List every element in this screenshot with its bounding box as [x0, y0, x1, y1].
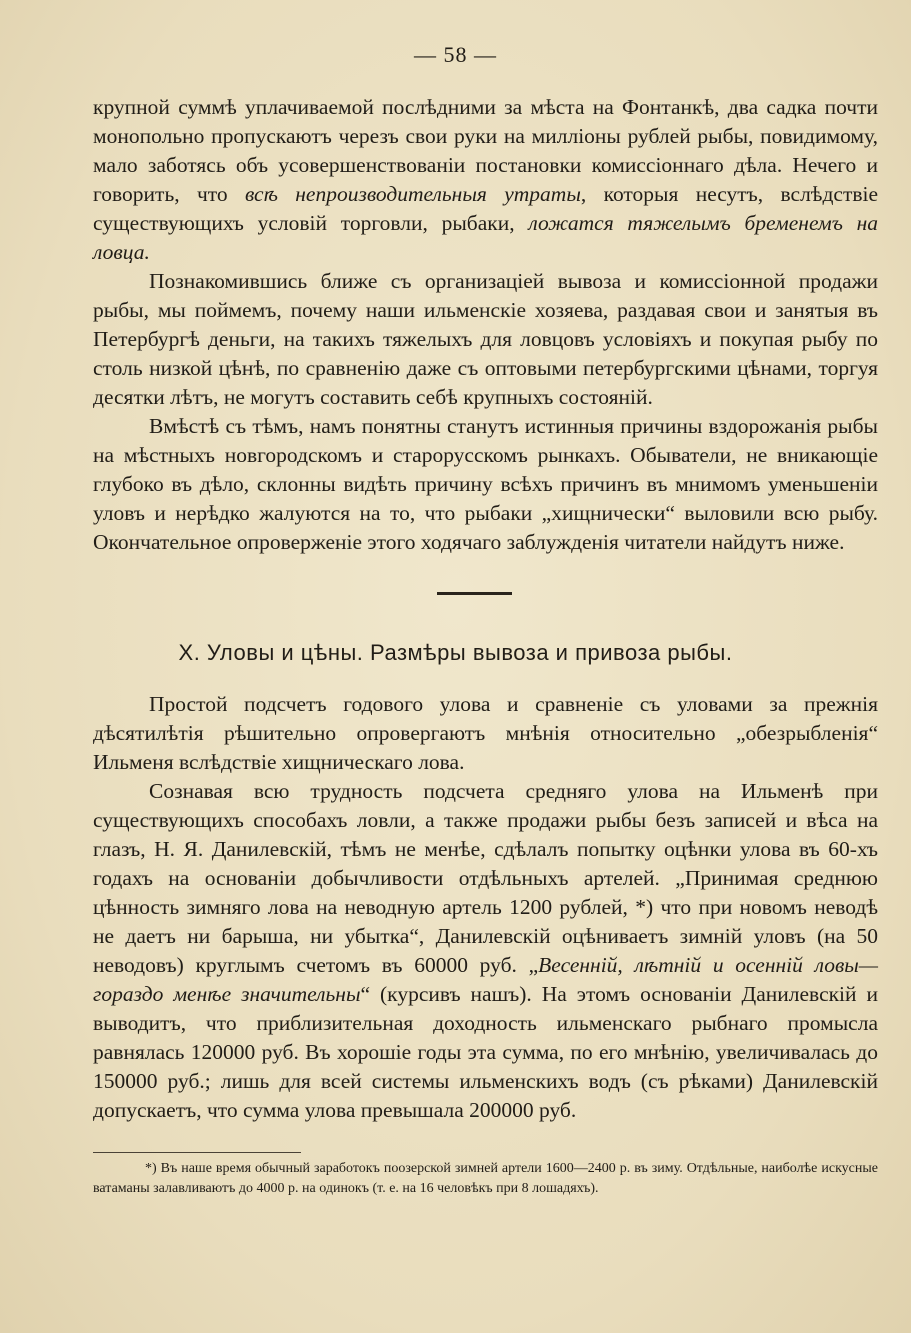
paragraph-1-text: крупной суммѣ уплачиваемой послѣдними за мѣста на Фонтанкѣ, два садка почти монопольно пропускаютъ черезъ свои руки на милліоны рублей рыбы, повидимому, мало заботясь объ усовершенствованіи постановки комиссіоннаго дѣла. Нечего и говорить, что — [93, 95, 878, 206]
paragraph-5-italic: Весенній, лѣтній и осенній ловы—гораздо менѣе значительны — [93, 953, 878, 1006]
paragraph-4: Простой подсчетъ годового улова и сравненіе съ уловами за прежнія дѣсятилѣтія рѣшительно опровергаютъ мнѣнія относительно „обезрыбленія“ Ильменя вслѣдствіе хищническаго лова. — [93, 692, 878, 774]
paragraph-5 — [93, 777, 878, 1125]
page-number: — 58 — — [414, 42, 497, 67]
paragraph-5-start: Сознавая всю трудность подсчета средняго улова на Ильменѣ при существующихъ способахъ ловли, а также продажи рыбы безъ записей и вѣса на глазъ, Н. Я. Данилевскій, тѣмъ не менѣе, сдѣлалъ попытку оцѣнки улова въ 60-хъ годахъ на основаніи добычливости отдѣльныхъ артелей. „Принимая среднюю цѣнность зимняго лова на неводную артель 1200 рублей, *) что при новомъ неводѣ не даетъ ни барыша, ни убытка“, Данилевскій оцѣниваетъ зимній уловъ (на 50 неводовъ) круглымъ счетомъ въ 60000 руб. „ — [93, 779, 878, 977]
footnote-rule — [93, 1152, 301, 1153]
footnote — [93, 1159, 878, 1199]
text-block-lower — [93, 690, 878, 1125]
paragraph-1-middle: , которыя несутъ, вслѣдствіе существующихъ условій торговли, рыбаки, — [93, 182, 879, 235]
paragraph-5-end: “ (курсивъ нашъ). На этомъ основаніи Данилевскій и выводитъ, что приблизительная доходность ильменскаго рыбнаго промысла равнялась 120000 руб. Въ хорошіе годы эта сумма, по его мнѣнію, увеличивалась до 150000 руб.; лишь для всей системы ильменскихъ водъ (съ рѣками) Данилевскій допускаетъ, что сумма улова превышала 200000 руб. — [93, 982, 878, 1122]
section-divider — [437, 592, 512, 595]
paragraph-1-italic-2: ложатся тяжелымъ бременемъ на ловца. — [93, 211, 878, 264]
text-block-upper — [93, 93, 878, 557]
footnote-text: *) Въ наше время обычный заработокъ поозерской зимней артели 1600—2400 р. въ зиму. Отдѣльные, наиболѣе искусные ватаманы залавливаютъ до 4000 р. на одинокъ (т. е. на 16 человѣкъ при 8 лошадяхъ). — [93, 1161, 878, 1196]
paragraph-3: Вмѣстѣ съ тѣмъ, намъ понятны станутъ истинныя причины вздорожанія рыбы на мѣстныхъ новгородскомъ и старорусскомъ рынкахъ. Обыватели, не вникающіе глубоко въ дѣло, склонны видѣть причину всѣхъ причинъ въ мнимомъ уменьшеніи уловъ и нерѣдко жалуются на то, что рыбаки „хищнически“ выловили всю рыбу. Окончательное опроверженіе этого ходячаго заблужденія читатели найдутъ ниже. — [93, 414, 878, 554]
section-heading: X. Уловы и цѣны. Размѣры вывоза и привоза рыбы. — [178, 640, 733, 665]
paragraph-1 — [93, 93, 878, 267]
paragraph-2: Познакомившись ближе съ организаціей вывоза и комиссіонной продажи рыбы, мы поймемъ, почему наши ильменскіе хозяева, раздавая свои и занятыя въ Петербургѣ деньги, на такихъ тяжелыхъ для ловцовъ условіяхъ и покупая рыбу по столь низкой цѣнѣ, по сравненію даже съ оптовыми петербургскими цѣнами, торгуя десятки лѣтъ, не могутъ составить себѣ крупныхъ состояній. — [93, 269, 878, 409]
paragraph-1-italic-1: всѣ непроизводительныя утраты — [244, 182, 581, 206]
